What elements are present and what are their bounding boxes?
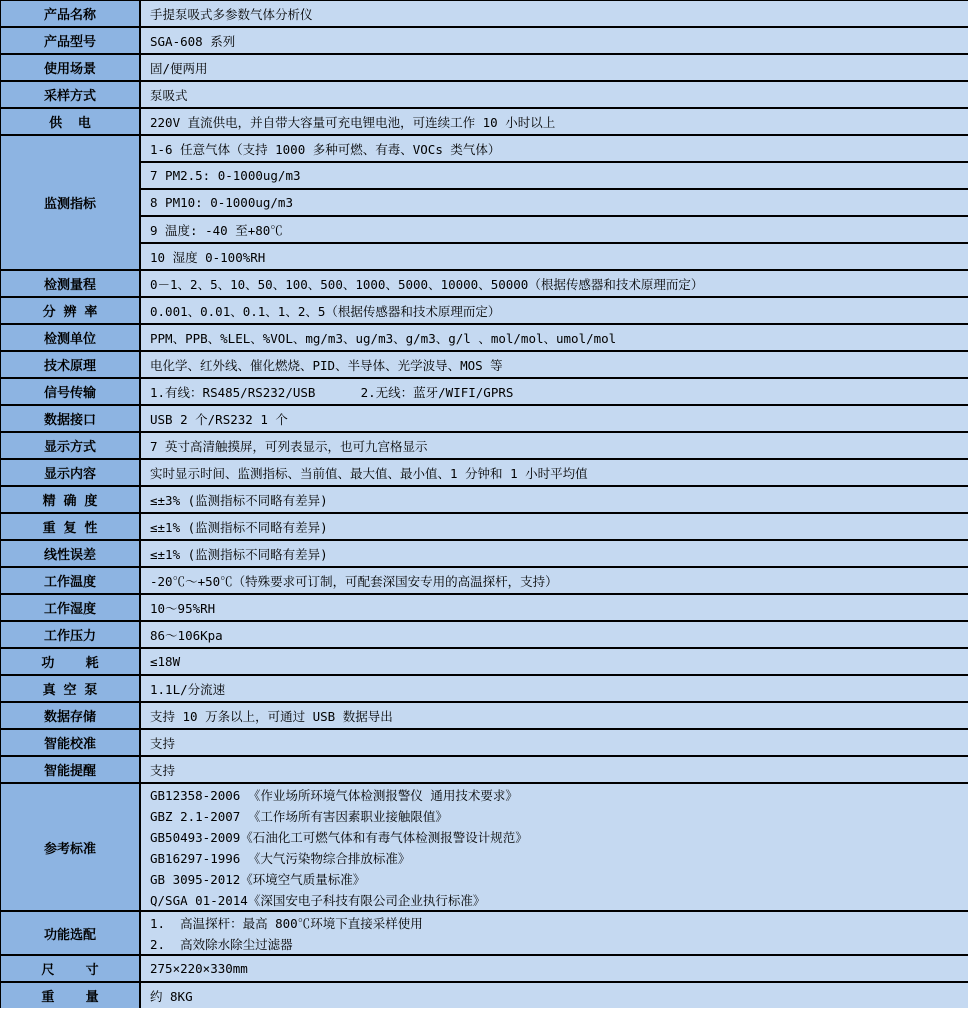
spec-row-power-consumption <box>1 649 968 676</box>
spec-value-text: 0.001、0.01、0.1、1、2、5（根据传感器和技术原理而定） <box>150 303 501 319</box>
spec-row-weight <box>1 983 968 1008</box>
spec-value-text: ≤18W <box>150 654 181 669</box>
spec-row-display-mode <box>1 433 968 460</box>
spec-value-text: Q/SGA 01-2014《深国安电子科技有限公司企业执行标准》 <box>150 892 486 908</box>
spec-row-display-content <box>1 460 968 487</box>
spec-value-text: 10～95%RH <box>150 600 216 616</box>
spec-label-repeatability: 重 复 性 <box>1 514 141 539</box>
spec-value-text: GB16297-1996 《大气污染物综合排放标准》 <box>150 850 411 866</box>
spec-row-smart-calibration <box>1 730 968 757</box>
spec-row-sampling-method <box>1 82 968 109</box>
spec-label-linearity-error: 线性误差 <box>1 541 141 566</box>
spec-value-text: 支持 10 万条以上，可通过 USB 数据导出 <box>150 708 393 724</box>
spec-value-text: 10 湿度 0-100%RH <box>141 242 968 269</box>
spec-label-data-storage: 数据存储 <box>1 703 141 728</box>
spec-value-text: 固/便两用 <box>150 60 208 76</box>
spec-label-smart-calibration: 智能校准 <box>1 730 141 755</box>
spec-value-text: 8 PM10: 0-1000ug/m3 <box>141 188 968 215</box>
spec-value-display-content <box>141 460 968 485</box>
spec-value-text: 1.1L/分流速 <box>150 681 226 697</box>
spec-row-working-pressure <box>1 622 968 649</box>
spec-value-technical-principle <box>141 352 968 377</box>
spec-row-linearity-error <box>1 541 968 568</box>
spec-value-optional-features <box>141 912 968 954</box>
spec-label-working-pressure: 工作压力 <box>1 622 141 647</box>
spec-value-detection-range <box>141 271 968 296</box>
spec-row-detection-unit <box>1 325 968 352</box>
spec-row-accuracy <box>1 487 968 514</box>
spec-value-data-interface <box>141 406 968 431</box>
spec-row-working-humidity <box>1 595 968 622</box>
spec-label-product-model: 产品型号 <box>1 28 141 53</box>
spec-value-reference-standards <box>141 784 968 910</box>
spec-value-usage-scenario <box>141 55 968 80</box>
spec-value-text: 1.有线：RS485/RS232/USB 2.无线：蓝牙/WIFI/GPRS <box>150 384 514 400</box>
spec-value-repeatability <box>141 514 968 539</box>
spec-row-optional-features <box>1 912 968 956</box>
spec-value-text: PPM、PPB、%LEL、%VOL、mg/m3、ug/m3、g/m3、g/l 、mol/mol、umol/mol <box>150 330 617 346</box>
spec-label-usage-scenario: 使用场景 <box>1 55 141 80</box>
spec-value-text: 实时显示时间、监测指标、当前值、最大值、最小值、1 分钟和 1 小时平均值 <box>150 465 588 481</box>
spec-value-smart-calibration <box>141 730 968 755</box>
spec-row-detection-range <box>1 271 968 298</box>
spec-label-power-consumption: 功 耗 <box>1 649 141 674</box>
spec-row-working-temperature <box>1 568 968 595</box>
spec-value-text: ≤±3% (监测指标不同略有差异) <box>150 492 328 508</box>
spec-label-display-mode: 显示方式 <box>1 433 141 458</box>
spec-value-text: 手提泵吸式多参数气体分析仪 <box>150 6 313 22</box>
spec-label-detection-unit: 检测单位 <box>1 325 141 350</box>
spec-value-text: ≤±1% (监测指标不同略有差异) <box>150 519 328 535</box>
spec-value-working-humidity <box>141 595 968 620</box>
spec-row-reference-standards <box>1 784 968 912</box>
spec-label-vacuum-pump: 真 空 泵 <box>1 676 141 701</box>
spec-label-display-content: 显示内容 <box>1 460 141 485</box>
spec-label-signal-transmission: 信号传输 <box>1 379 141 404</box>
spec-label-working-temperature: 工作温度 <box>1 568 141 593</box>
spec-label-smart-reminder: 智能提醒 <box>1 757 141 782</box>
spec-row-product-model <box>1 28 968 55</box>
spec-value-text: 7 PM2.5: 0-1000ug/m3 <box>141 161 968 188</box>
spec-row-vacuum-pump <box>1 676 968 703</box>
spec-label-sampling-method: 采样方式 <box>1 82 141 107</box>
spec-value-text: 275×220×330mm <box>150 961 248 976</box>
spec-value-text: 电化学、红外线、催化燃烧、PID、半导体、光学波导、MOS 等 <box>150 357 503 373</box>
spec-row-data-interface <box>1 406 968 433</box>
spec-row-product-name <box>1 1 968 28</box>
spec-value-text: -20℃～+50℃（特殊要求可订制，可配套深国安专用的高温探杆，支持） <box>150 573 558 589</box>
spec-row-monitoring-indicators <box>1 136 968 271</box>
spec-value-product-name <box>141 1 968 26</box>
spec-label-optional-features: 功能选配 <box>1 912 141 954</box>
spec-value-text: 9 温度: -40 至+80℃ <box>141 215 968 242</box>
spec-value-power-supply <box>141 109 968 134</box>
spec-value-text: 2. 高效除水除尘过滤器 <box>150 936 293 952</box>
spec-value-text: GB50493-2009《石油化工可燃气体和有毒气体检测报警设计规范》 <box>150 829 528 845</box>
spec-value-working-pressure <box>141 622 968 647</box>
spec-row-resolution <box>1 298 968 325</box>
spec-row-dimensions <box>1 956 968 983</box>
spec-label-weight: 重 量 <box>1 983 141 1008</box>
spec-label-technical-principle: 技术原理 <box>1 352 141 377</box>
spec-row-technical-principle <box>1 352 968 379</box>
spec-label-data-interface: 数据接口 <box>1 406 141 431</box>
spec-value-product-model <box>141 28 968 53</box>
spec-value-accuracy <box>141 487 968 512</box>
spec-row-power-supply <box>1 109 968 136</box>
spec-value-working-temperature <box>141 568 968 593</box>
spec-value-signal-transmission <box>141 379 968 404</box>
spec-value-text: SGA-608 系列 <box>150 33 236 49</box>
spec-value-weight <box>141 983 968 1008</box>
spec-value-dimensions <box>141 956 968 981</box>
spec-value-resolution <box>141 298 968 323</box>
spec-row-usage-scenario <box>1 55 968 82</box>
spec-label-dimensions: 尺 寸 <box>1 956 141 981</box>
spec-row-signal-transmission <box>1 379 968 406</box>
spec-value-text: GB12358-2006 《作业场所环境气体检测报警仪 通用技术要求》 <box>150 787 518 803</box>
spec-label-accuracy: 精 确 度 <box>1 487 141 512</box>
spec-row-smart-reminder <box>1 757 968 784</box>
spec-value-text: 1-6 任意气体（支持 1000 多种可燃、有毒、VOCs 类气体） <box>150 141 501 157</box>
spec-value-text: GB 3095-2012《环境空气质量标准》 <box>150 871 366 887</box>
spec-value-text: 220V 直流供电，并自带大容量可充电锂电池，可连续工作 10 小时以上 <box>150 114 556 130</box>
spec-value-smart-reminder <box>141 757 968 782</box>
spec-label-monitoring-indicators: 监测指标 <box>1 136 141 269</box>
spec-value-text: 支持 <box>150 762 176 778</box>
spec-value-text: 1. 高温探杆：最高 800℃环境下直接采样使用 <box>150 915 423 931</box>
spec-value-text: 泵吸式 <box>150 87 188 103</box>
spec-value-text: 支持 <box>150 735 176 751</box>
spec-label-working-humidity: 工作湿度 <box>1 595 141 620</box>
spec-value-text: ≤±1% (监测指标不同略有差异) <box>150 546 328 562</box>
spec-value-text: 0－1、2、5、10、50、100、500、1000、5000、10000、50000（根据传感器和技术原理而定） <box>150 276 704 292</box>
spec-value-text: USB 2 个/RS232 1 个 <box>150 411 288 427</box>
spec-value-text: 86～106Kpa <box>150 627 223 643</box>
spec-row-repeatability <box>1 514 968 541</box>
spec-value-text: 7 英寸高清触摸屏，可列表显示，也可九宫格显示 <box>150 438 428 454</box>
spec-value-monitoring-indicators <box>141 136 968 269</box>
spec-value-detection-unit <box>141 325 968 350</box>
spec-label-reference-standards: 参考标准 <box>1 784 141 910</box>
spec-value-sampling-method <box>141 82 968 107</box>
spec-value-linearity-error <box>141 541 968 566</box>
spec-value-display-mode <box>141 433 968 458</box>
spec-row-data-storage <box>1 703 968 730</box>
spec-label-resolution: 分 辨 率 <box>1 298 141 323</box>
spec-value-text: 约 8KG <box>150 988 193 1004</box>
spec-value-text: GBZ 2.1-2007 《工作场所有害因素职业接触限值》 <box>150 808 448 824</box>
spec-value-vacuum-pump <box>141 676 968 701</box>
spec-label-power-supply: 供 电 <box>1 109 141 134</box>
spec-label-product-name: 产品名称 <box>1 1 141 26</box>
spec-value-power-consumption <box>141 649 968 674</box>
spec-label-detection-range: 检测量程 <box>1 271 141 296</box>
spec-value-data-storage <box>141 703 968 728</box>
